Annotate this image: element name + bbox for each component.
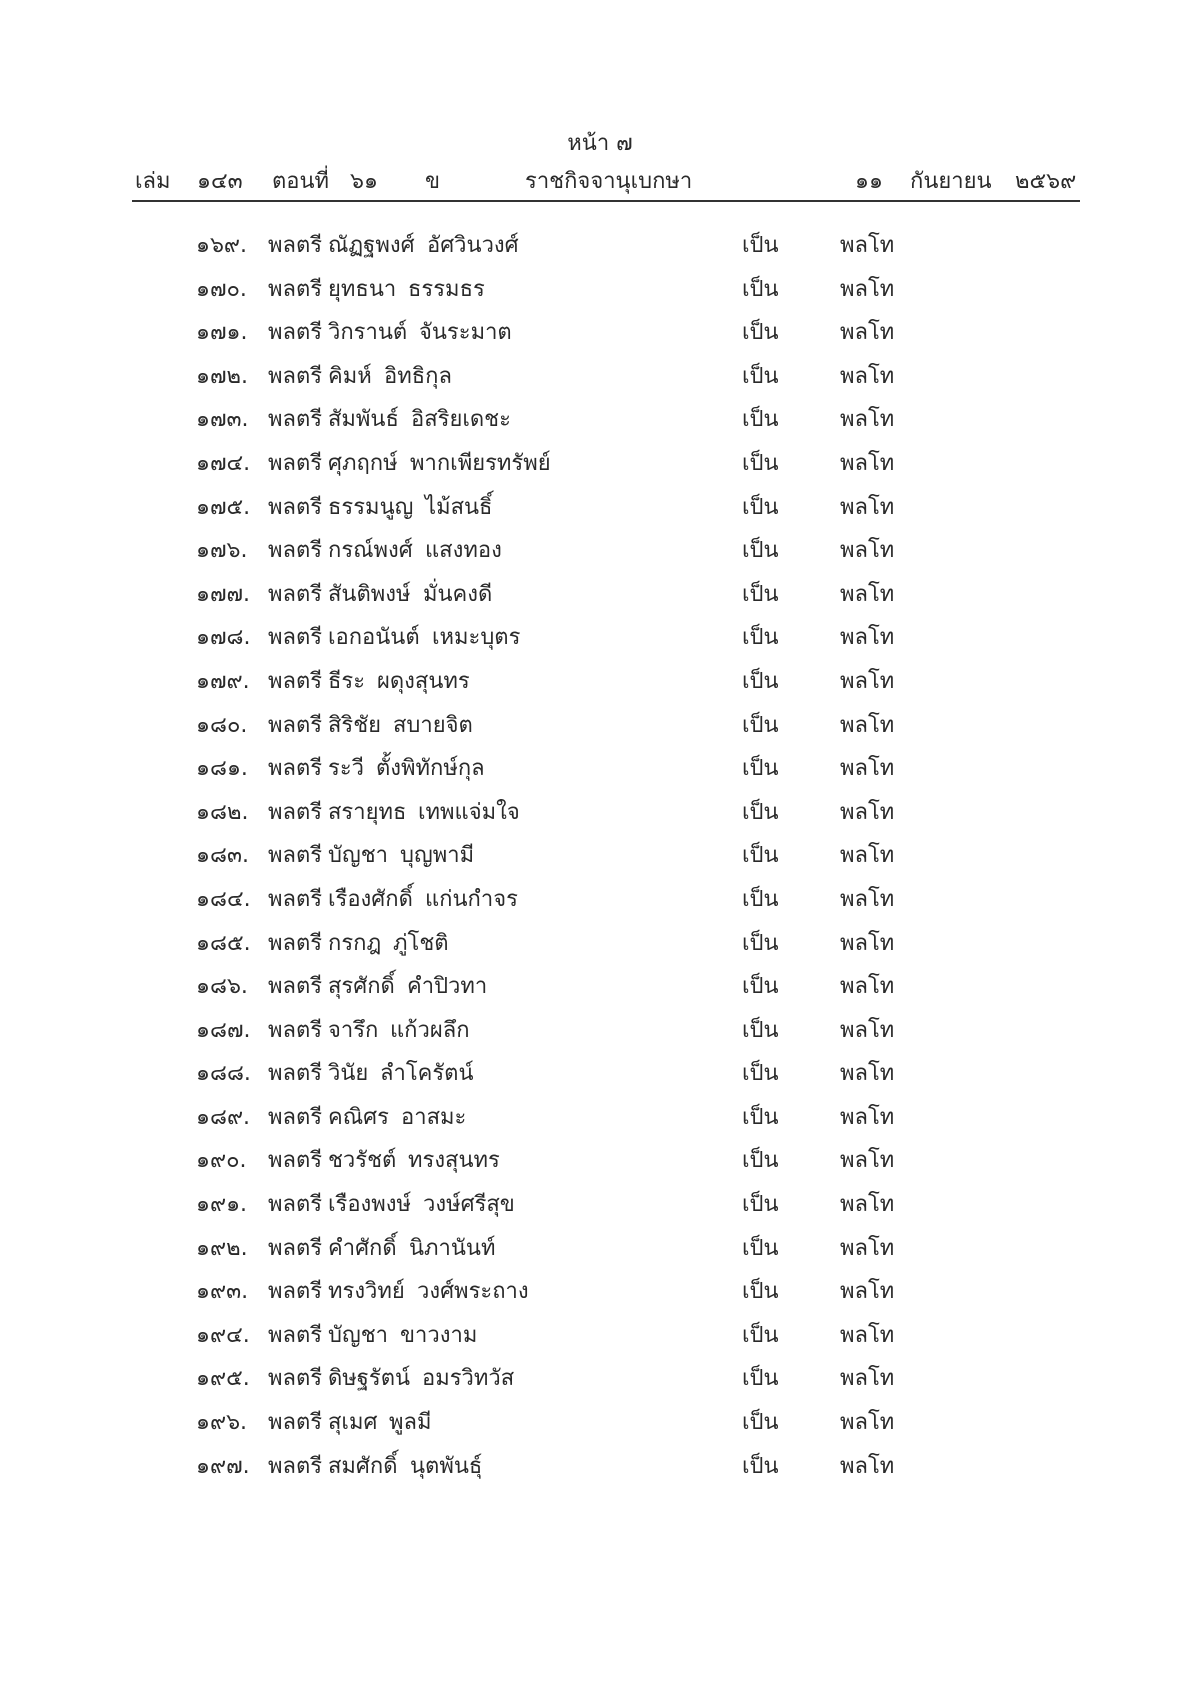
list-item — [0, 707, 1200, 751]
section-label: ตอนที่ — [272, 169, 330, 194]
entry-as-word: เป็น — [742, 799, 779, 825]
entry-current-rank: พลตรี — [268, 799, 323, 825]
entry-as-word: เป็น — [742, 494, 779, 520]
entry-as-word: เป็น — [742, 1410, 779, 1436]
section-number: ๖๑ — [350, 169, 378, 194]
entry-new-rank: พลโท — [840, 1410, 895, 1436]
entry-as-word: เป็น — [742, 1104, 779, 1130]
entry-as-word: เป็น — [742, 1061, 779, 1087]
list-item — [0, 1230, 1200, 1274]
entry-first-name: สมศักดิ์ — [328, 1453, 398, 1479]
entry-new-rank: พลโท — [840, 494, 895, 520]
entry-last-name: อมรวิทวัส — [422, 1366, 515, 1392]
date-year: ๒๕๖๙ — [1015, 169, 1077, 194]
entry-current-rank: พลตรี — [268, 1366, 323, 1392]
entry-number: ๑๙๔. — [196, 1322, 250, 1348]
entry-new-rank: พลโท — [840, 756, 895, 782]
entry-last-name: ไม้สนธิ์ — [425, 494, 493, 520]
entry-new-rank: พลโท — [840, 1453, 895, 1479]
entry-number: ๑๙๕. — [196, 1366, 250, 1392]
entry-last-name: คำปิวทา — [407, 974, 488, 1000]
entry-new-rank: พลโท — [840, 930, 895, 956]
date-day: ๑๑ — [855, 169, 883, 194]
entry-current-rank: พลตรี — [268, 1061, 323, 1087]
entry-first-name: ยุทธนา — [328, 276, 397, 302]
entry-new-rank: พลโท — [840, 450, 895, 476]
entry-current-rank: พลตรี — [268, 450, 323, 476]
entry-last-name: วงศ์พระถาง — [417, 1279, 529, 1305]
list-item — [0, 1404, 1200, 1448]
entry-last-name: แสงทอง — [425, 538, 502, 564]
entry-new-rank: พลโท — [840, 668, 895, 694]
entry-first-name: เอกอนันต์ — [328, 625, 420, 651]
entry-new-rank: พลโท — [840, 1104, 895, 1130]
entry-number: ๑๙๓. — [196, 1279, 249, 1305]
entry-new-rank: พลโท — [840, 276, 895, 302]
entry-as-word: เป็น — [742, 363, 779, 389]
entry-as-word: เป็น — [742, 974, 779, 1000]
entry-first-name: ชวรัชต์ — [328, 1148, 397, 1174]
entry-new-rank: พลโท — [840, 407, 895, 433]
entry-first-name: คิมห์ — [328, 363, 372, 389]
entry-number: ๑๘๑. — [196, 756, 248, 782]
entry-current-rank: พลตรี — [268, 974, 323, 1000]
entry-current-rank: พลตรี — [268, 407, 323, 433]
entry-number: ๑๘๓. — [196, 843, 249, 869]
entry-number: ๑๗๗. — [196, 581, 251, 607]
entry-last-name: ผดุงสุนทร — [377, 668, 470, 694]
entry-number: ๑๗๖. — [196, 538, 248, 564]
entry-new-rank: พลโท — [840, 886, 895, 912]
entry-number: ๑๘๐. — [196, 712, 248, 738]
entry-last-name: อิทธิกุล — [384, 363, 452, 389]
entry-as-word: เป็น — [742, 1192, 779, 1218]
entry-first-name: ธีระ — [328, 668, 366, 694]
entry-number: ๑๙๑. — [196, 1192, 248, 1218]
entry-as-word: เป็น — [742, 1017, 779, 1043]
list-item — [0, 968, 1200, 1012]
entry-new-rank: พลโท — [840, 1061, 895, 1087]
entry-first-name: เรืองพงษ์ — [328, 1192, 412, 1218]
list-item — [0, 837, 1200, 881]
entry-number: ๑๘๗. — [196, 1017, 251, 1043]
volume-label: เล่ม — [135, 169, 171, 194]
entry-new-rank: พลโท — [840, 974, 895, 1000]
entry-current-rank: พลตรี — [268, 1410, 323, 1436]
entry-number: ๑๖๙. — [196, 233, 248, 258]
entry-number: ๑๘๒. — [196, 799, 249, 825]
entry-first-name: สรายุทธ — [328, 799, 407, 825]
entry-number: ๑๙๐. — [196, 1148, 247, 1174]
section-letter: ข — [425, 169, 441, 194]
entry-new-rank: พลโท — [840, 843, 895, 869]
entry-as-word: เป็น — [742, 930, 779, 956]
entry-current-rank: พลตรี — [268, 930, 323, 956]
entry-current-rank: พลตรี — [268, 1235, 323, 1261]
entry-current-rank: พลตรี — [268, 1104, 323, 1130]
list-item — [0, 489, 1200, 533]
entry-last-name: นุตพันธุ์ — [410, 1453, 483, 1479]
entry-current-rank: พลตรี — [268, 276, 323, 302]
entry-first-name: คณิศร — [328, 1104, 389, 1130]
entry-current-rank: พลตรี — [268, 1322, 323, 1348]
entry-as-word: เป็น — [742, 1366, 779, 1392]
list-item — [0, 576, 1200, 620]
entry-new-rank: พลโท — [840, 1366, 895, 1392]
entry-as-word: เป็น — [742, 843, 779, 869]
gazette-header — [135, 163, 1080, 197]
entry-as-word: เป็น — [742, 668, 779, 694]
entry-last-name: แก่นกำจร — [425, 886, 518, 912]
entry-first-name: กรณ์พงศ์ — [328, 538, 413, 564]
entry-first-name: บัญชา — [328, 843, 388, 869]
entry-first-name: ธรรมนูญ — [328, 494, 414, 520]
entry-first-name: วิกรานต์ — [328, 320, 408, 346]
entry-current-rank: พลตรี — [268, 625, 323, 651]
entry-last-name: ลำโครัตน์ — [380, 1061, 474, 1087]
entry-new-rank: พลโท — [840, 625, 895, 651]
entry-first-name: สุรศักดิ์ — [328, 974, 395, 1000]
entry-last-name: พากเพียรทรัพย์ — [410, 450, 551, 476]
list-item — [0, 794, 1200, 838]
volume-number: ๑๔๓ — [197, 169, 243, 194]
entry-last-name: มั่นคงดี — [423, 581, 493, 607]
entry-current-rank: พลตรี — [268, 886, 323, 912]
entry-last-name: ภู่โชติ — [393, 930, 449, 956]
entry-as-word: เป็น — [742, 320, 779, 346]
entry-as-word: เป็น — [742, 756, 779, 782]
date-month: กันยายน — [910, 169, 992, 194]
entry-new-rank: พลโท — [840, 1192, 895, 1218]
entry-current-rank: พลตรี — [268, 1192, 323, 1218]
entry-number: ๑๘๔. — [196, 886, 251, 912]
entry-first-name: จารึก — [328, 1017, 379, 1043]
entry-first-name: ระวี — [328, 756, 364, 782]
list-item — [0, 1142, 1200, 1186]
entry-first-name: คำศักดิ์ — [328, 1235, 397, 1261]
list-item — [0, 1448, 1200, 1492]
entry-new-rank: พลโท — [840, 538, 895, 564]
entry-first-name: ศุภฤกษ์ — [328, 450, 398, 476]
entry-current-rank: พลตรี — [268, 233, 323, 258]
list-item — [0, 358, 1200, 402]
list-item — [0, 1360, 1200, 1404]
entry-new-rank: พลโท — [840, 1235, 895, 1261]
entry-number: ๑๗๐. — [196, 276, 247, 302]
entry-new-rank: พลโท — [840, 233, 895, 258]
entry-number: ๑๘๘. — [196, 1061, 251, 1087]
page-number: หน้า ๗ — [567, 131, 633, 156]
entry-new-rank: พลโท — [840, 320, 895, 346]
entry-current-rank: พลตรี — [268, 363, 323, 389]
entry-as-word: เป็น — [742, 1453, 779, 1479]
entry-last-name: แก้วผลึก — [390, 1017, 470, 1043]
list-item — [0, 1186, 1200, 1230]
entry-last-name: สบายจิต — [393, 712, 473, 738]
entry-current-rank: พลตรี — [268, 756, 323, 782]
entry-new-rank: พลโท — [840, 799, 895, 825]
promotion-list — [0, 227, 1200, 1491]
entry-last-name: อัศวินวงศ์ — [427, 233, 519, 258]
entry-number: ๑๘๕. — [196, 930, 251, 956]
entry-last-name: จันระมาต — [419, 320, 512, 346]
entry-current-rank: พลตรี — [268, 712, 323, 738]
entry-new-rank: พลโท — [840, 1017, 895, 1043]
entry-current-rank: พลตรี — [268, 668, 323, 694]
entry-first-name: ณัฏฐพงศ์ — [328, 233, 415, 258]
entry-current-rank: พลตรี — [268, 581, 323, 607]
entry-first-name: เรืองศักดิ์ — [328, 886, 413, 912]
entry-last-name: ตั้งพิทักษ์กุล — [376, 756, 485, 782]
entry-first-name: สุเมศ — [328, 1410, 378, 1436]
entry-as-word: เป็น — [742, 712, 779, 738]
entry-as-word: เป็น — [742, 276, 779, 302]
entry-number: ๑๗๘. — [196, 625, 251, 651]
entry-number: ๑๘๖. — [196, 974, 248, 1000]
entry-first-name: กรกฎ — [328, 930, 382, 956]
entry-number: ๑๗๕. — [196, 494, 251, 520]
entry-new-rank: พลโท — [840, 712, 895, 738]
entry-number: ๑๗๙. — [196, 668, 250, 694]
entry-as-word: เป็น — [742, 1235, 779, 1261]
entry-current-rank: พลตรี — [268, 843, 323, 869]
entry-as-word: เป็น — [742, 886, 779, 912]
entry-number: ๑๗๓. — [196, 407, 249, 433]
list-item — [0, 1317, 1200, 1361]
entry-last-name: เทพแจ่มใจ — [418, 799, 520, 825]
entry-new-rank: พลโท — [840, 363, 895, 389]
entry-number: ๑๗๒. — [196, 363, 249, 389]
list-item — [0, 1012, 1200, 1056]
list-item — [0, 227, 1200, 271]
list-item — [0, 619, 1200, 663]
list-item — [0, 314, 1200, 358]
entry-number: ๑๙๖. — [196, 1410, 248, 1436]
list-item — [0, 1099, 1200, 1143]
entry-last-name: อาสมะ — [401, 1104, 467, 1130]
list-item — [0, 401, 1200, 445]
entry-first-name: บัญชา — [328, 1322, 388, 1348]
entry-number: ๑๘๙. — [196, 1104, 251, 1130]
entry-first-name: สัมพันธ์ — [328, 407, 399, 433]
entry-current-rank: พลตรี — [268, 320, 323, 346]
entry-current-rank: พลตรี — [268, 538, 323, 564]
entry-last-name: พูลมี — [389, 1410, 432, 1436]
entry-as-word: เป็น — [742, 1322, 779, 1348]
header-rule — [132, 200, 1080, 202]
entry-as-word: เป็น — [742, 1148, 779, 1174]
entry-first-name: สันติพงษ์ — [328, 581, 411, 607]
list-item — [0, 1055, 1200, 1099]
entry-last-name: อิสริยเดชะ — [411, 407, 511, 433]
list-item — [0, 881, 1200, 925]
entry-new-rank: พลโท — [840, 1279, 895, 1305]
entry-number: ๑๗๔. — [196, 450, 251, 476]
list-item — [0, 271, 1200, 315]
entry-current-rank: พลตรี — [268, 1453, 323, 1479]
entry-new-rank: พลโท — [840, 1322, 895, 1348]
list-item — [0, 750, 1200, 794]
entry-as-word: เป็น — [742, 450, 779, 476]
entry-as-word: เป็น — [742, 1279, 779, 1305]
entry-first-name: ดิษฐรัตน์ — [328, 1366, 411, 1392]
entry-current-rank: พลตรี — [268, 1017, 323, 1043]
entry-as-word: เป็น — [742, 233, 779, 258]
entry-last-name: วงษ์ศรีสุข — [423, 1192, 515, 1218]
entry-new-rank: พลโท — [840, 581, 895, 607]
list-item — [0, 663, 1200, 707]
entry-as-word: เป็น — [742, 407, 779, 433]
entry-last-name: นิภานันท์ — [409, 1235, 496, 1261]
entry-number: ๑๙๒. — [196, 1235, 248, 1261]
entry-current-rank: พลตรี — [268, 1148, 323, 1174]
gazette-name: ราชกิจจานุเบกษา — [525, 169, 693, 194]
entry-last-name: ขาวงาม — [400, 1322, 478, 1348]
entry-first-name: สิริชัย — [328, 712, 382, 738]
entry-first-name: ทรงวิทย์ — [328, 1279, 405, 1305]
entry-current-rank: พลตรี — [268, 494, 323, 520]
list-item — [0, 445, 1200, 489]
entry-last-name: บุญพามี — [400, 843, 475, 869]
entry-last-name: ธรรมธร — [408, 276, 485, 302]
list-item — [0, 1273, 1200, 1317]
entry-first-name: วินัย — [328, 1061, 369, 1087]
entry-as-word: เป็น — [742, 538, 779, 564]
entry-number: ๑๙๗. — [196, 1453, 250, 1479]
entry-as-word: เป็น — [742, 625, 779, 651]
list-item — [0, 532, 1200, 576]
entry-as-word: เป็น — [742, 581, 779, 607]
entry-last-name: ทรงสุนทร — [408, 1148, 500, 1174]
entry-last-name: เหมะบุตร — [432, 625, 521, 651]
list-item — [0, 925, 1200, 969]
entry-new-rank: พลโท — [840, 1148, 895, 1174]
entry-current-rank: พลตรี — [268, 1279, 323, 1305]
entry-number: ๑๗๑. — [196, 320, 248, 346]
